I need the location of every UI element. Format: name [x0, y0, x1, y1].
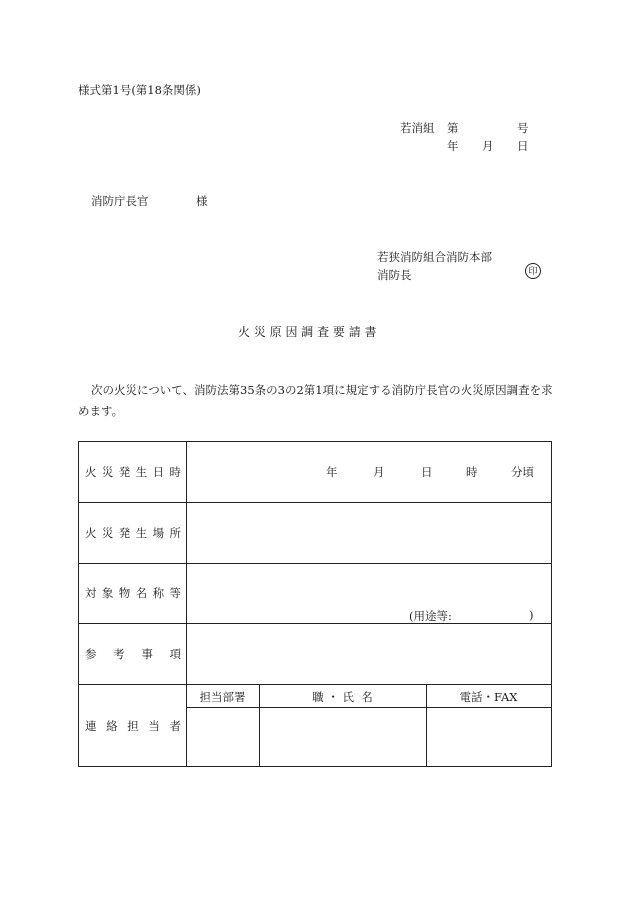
body-line-1: 次の火災について、消防法第35条の3の2第1項に規定する消防庁長官の火災原因調査を求	[91, 383, 553, 397]
seal-mark: 印	[525, 263, 541, 279]
header-department: 担当部署	[199, 690, 246, 704]
label-fire-location: 火 災 発 生 場 所	[85, 526, 181, 540]
request-table	[78, 441, 552, 767]
input-department[interactable]	[187, 708, 259, 766]
label-target-name: 対 象 物 名 称 等	[85, 586, 181, 600]
body-line-2: めます。	[78, 404, 124, 418]
unit-minute: 分頃	[511, 465, 534, 479]
label-fire-datetime: 火 災 発 生 日 時	[85, 465, 181, 479]
usage-open: (用途等:	[409, 609, 452, 623]
input-fire-datetime[interactable]	[187, 443, 550, 502]
document-title: 火 災 原 因 調 査 要 請 書	[238, 325, 377, 339]
number-suffix: 号	[517, 121, 529, 135]
form-number: 様式第1号(第18条関係)	[78, 83, 201, 97]
usage-close: )	[529, 608, 534, 622]
sender-position: 消防長	[377, 268, 412, 282]
sender-organization: 若狭消防組合消防本部	[377, 250, 492, 264]
header-phone: 電話・FAX	[459, 690, 518, 704]
addressee-title: 消防庁長官	[91, 194, 149, 208]
input-reference[interactable]	[187, 624, 550, 684]
unit-day: 日	[421, 465, 433, 479]
date-month: 月	[482, 139, 494, 153]
header-name: 職 ・ 氏 名	[312, 690, 373, 704]
input-target-name[interactable]	[187, 564, 550, 604]
date-day: 日	[517, 139, 529, 153]
number-prefix: 第	[447, 121, 459, 135]
date-year: 年	[447, 139, 459, 153]
issuer-code: 若消組	[400, 121, 435, 135]
unit-year: 年	[326, 465, 338, 479]
label-reference: 参 考 事 項	[85, 647, 181, 661]
unit-hour: 時	[466, 465, 478, 479]
addressee-honorific: 様	[196, 194, 208, 208]
input-fire-location[interactable]	[187, 503, 550, 563]
label-contact-person: 連 絡 担 当 者	[85, 719, 181, 733]
input-name[interactable]	[260, 708, 426, 766]
input-phone[interactable]	[427, 708, 551, 766]
unit-month: 月	[373, 465, 385, 479]
